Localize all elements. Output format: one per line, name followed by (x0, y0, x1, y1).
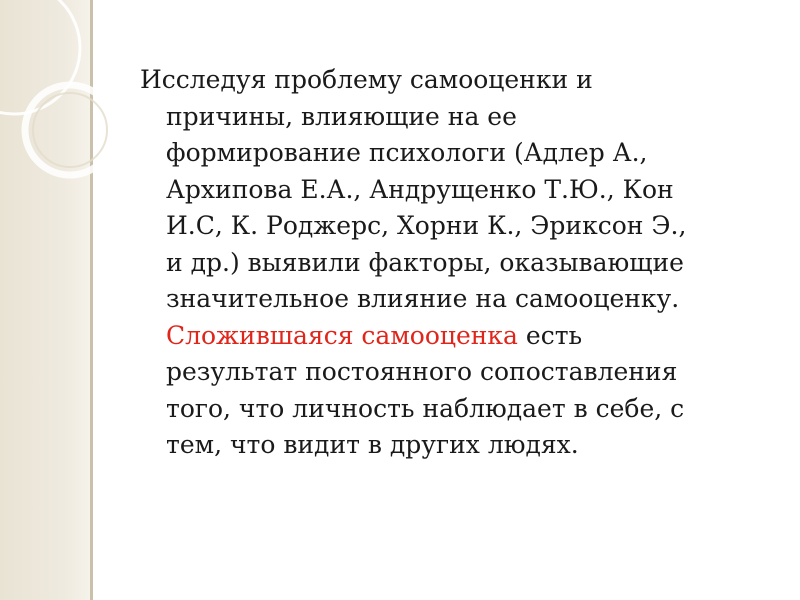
text-line: причины, влияющие на ее (166, 101, 517, 131)
text-line: тем, что видит в других людях. (166, 430, 579, 459)
text-line: Исследуя проблему самооценки и (140, 65, 593, 94)
text-line: того, что личность наблюдает в себе, с (166, 393, 685, 423)
text-line: Архипова Е.А., Андрущенко Т.Ю., Кон (166, 174, 674, 204)
text-line-highlight (140, 318, 780, 355)
text-line: и др.) выявили факторы, оказывающие (166, 247, 684, 277)
text-line: значительное влияние на самооценку. (166, 284, 680, 313)
highlight-continuation: есть (517, 320, 583, 350)
text-line: И.С, К. Роджерс, Хорни К., Эриксон Э., (166, 211, 687, 240)
decorative-ring-small (33, 93, 107, 167)
decorative-ring-medium (25, 85, 115, 175)
text-line: формирование психологи (Адлер А., (166, 138, 648, 167)
highlighted-phrase: Сложившаяся самооценка (166, 320, 518, 350)
slide-body-text (140, 62, 780, 464)
decorative-rings (0, 0, 140, 600)
text-line: результат постоянного сопоставления (166, 357, 678, 386)
